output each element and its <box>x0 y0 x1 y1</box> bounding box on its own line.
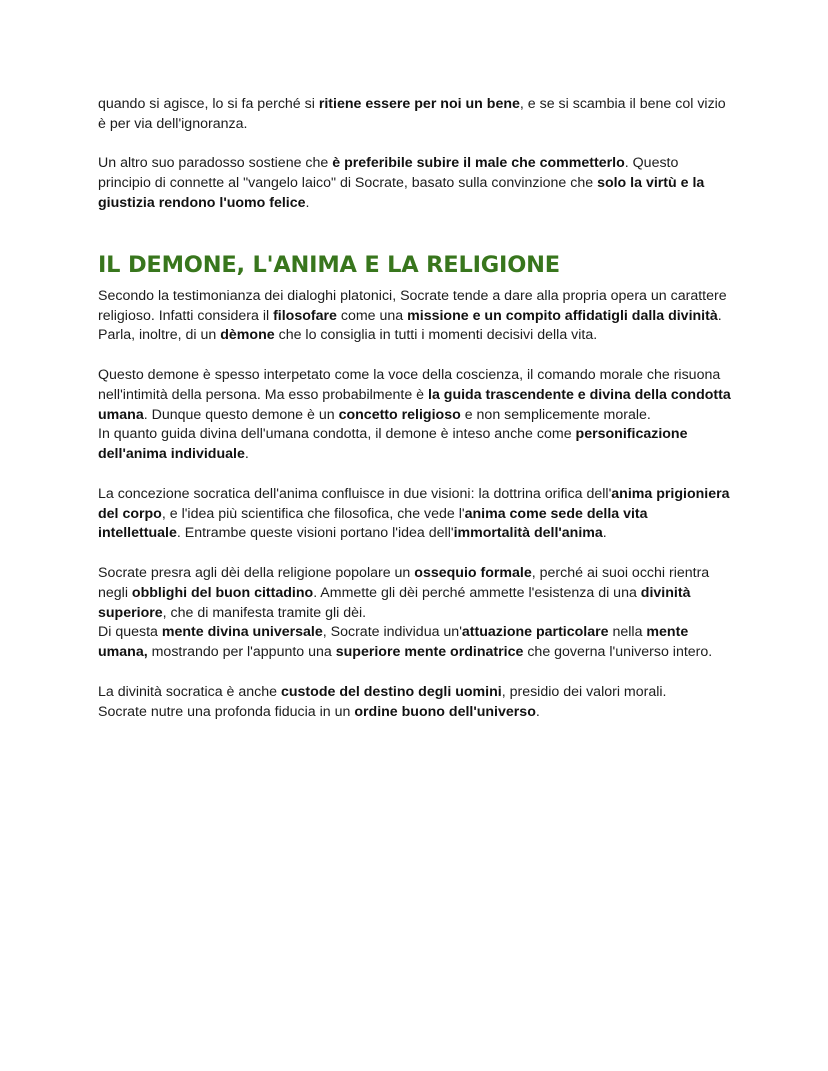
intro-paragraphs <box>98 95 733 214</box>
paragraph <box>98 683 733 723</box>
text-run: . <box>602 525 607 542</box>
bold-text: ritiene essere per noi un bene <box>318 96 520 112</box>
bold-text: è preferibile subire il male che commetterlo <box>332 155 625 172</box>
text-run: Un altro suo paradosso sostiene che <box>98 155 333 172</box>
section-heading: IL DEMONE, L'ANIMA E LA RELIGIONE <box>98 251 560 278</box>
bold-text: concetto religioso <box>338 406 461 423</box>
text-run: , e se si scambia il bene col vizio è per via dell'ignoranza. <box>98 96 726 132</box>
text-run: Secondo la testimonianza dei dialoghi platonici, Socrate tende a dare alla propria opera un carattere religioso. Infatti considera il <box>98 287 727 324</box>
text-run: . Dunque questo demone è un <box>143 406 339 423</box>
bold-text: anima prigioniera del corpo <box>98 485 730 522</box>
text-run: . Ammette gli dèi perché ammette l'esistenza di una <box>313 584 641 601</box>
text-run: . Questo principio di connette al "vangelo laico" di Socrate, basato sulla convinzione che <box>98 155 679 192</box>
text-run: come una <box>336 307 408 324</box>
text-run: e non semplicemente morale. <box>460 406 651 423</box>
text-run: quando si agisce, lo si fa perché si <box>98 96 319 112</box>
text-run: Socrate presra agli dèi della religione popolare un <box>98 564 415 581</box>
text-run: La concezione socratica dell'anima confluisce in due visioni: la dottrina orifica dell' <box>98 485 612 502</box>
bold-text: dèmone <box>220 327 275 344</box>
text-run: , che di manifesta tramite gli dèi. <box>162 604 367 621</box>
paragraph <box>98 287 733 346</box>
text-run: Socrate nutre una profonda fiducia in un <box>98 703 355 720</box>
bold-text: missione e un compito affidatigli dalla divinità <box>407 307 718 324</box>
section-paragraphs <box>98 287 733 723</box>
bold-text: personificazione dell'anima individuale <box>98 426 688 463</box>
text-run: Di questa <box>98 624 162 641</box>
text-run: La divinità socratica è anche <box>98 683 281 700</box>
paragraph <box>98 154 733 213</box>
text-run: , Socrate individua un' <box>322 624 462 641</box>
bold-text: ossequio formale <box>414 564 532 581</box>
text-run: . <box>244 446 249 463</box>
text-run: nella <box>608 624 647 641</box>
text-run: , e l'idea più scientifica che filosofica, che vede l' <box>161 505 465 522</box>
bold-text: custode del destino degli uomini <box>280 683 502 700</box>
text-run: mostrando per l'appunto una <box>147 644 336 661</box>
text-run: . Parla, inoltre, di un <box>98 307 722 344</box>
bold-text: superiore mente ordinatrice <box>335 644 524 661</box>
bold-text: anima come sede della vita intellettuale <box>98 505 648 542</box>
bold-text: ordine buono dell'universo <box>354 703 536 720</box>
paragraph <box>98 564 733 663</box>
text-run: In quanto guida divina dell'umana condotta, il demone è inteso anche come <box>98 426 576 443</box>
text-run: che lo consiglia in tutti i momenti decisivi della vita. <box>274 327 598 344</box>
document-page <box>98 95 733 742</box>
paragraph <box>98 366 733 465</box>
text-run: Questo demone è spesso interpetato come la voce della coscienza, il comando morale che risuona nell'intimità della persona. Ma esso probabilmente è <box>98 366 721 403</box>
paragraph <box>98 485 733 544</box>
text-run: , presidio dei valori morali. <box>501 683 667 700</box>
bold-text: mente umana, <box>98 624 689 661</box>
bold-text: solo la virtù e la giustizia rendono l'uomo felice <box>98 175 705 211</box>
bold-text: mente divina universale <box>161 624 323 641</box>
bold-text: la guida trascendente e divina della condotta umana <box>98 386 731 423</box>
text-run: che governa l'universo intero. <box>523 644 713 661</box>
bold-text: filosofare <box>273 307 337 324</box>
text-run: . Entrambe queste visioni portano l'idea dell' <box>176 525 454 542</box>
paragraph <box>98 95 733 135</box>
text-run: . <box>535 703 540 720</box>
bold-text: obblighi del buon cittadino <box>131 584 314 601</box>
bold-text: immortalità dell'anima <box>453 525 603 542</box>
bold-text: divinità superiore <box>98 584 691 621</box>
text-run: . <box>305 194 310 211</box>
bold-text: attuazione particolare <box>461 624 609 641</box>
text-run: , perché ai suoi occhi rientra negli <box>98 564 710 601</box>
